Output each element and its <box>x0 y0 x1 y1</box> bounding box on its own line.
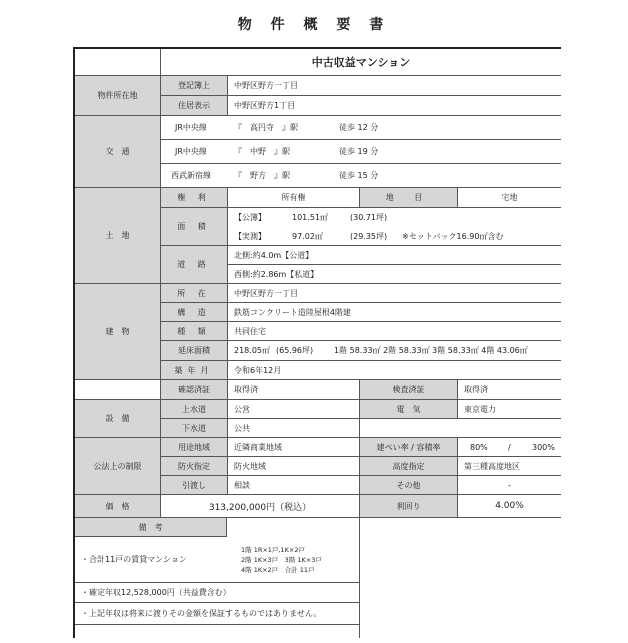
ratio-row <box>458 438 561 457</box>
ratio-label: 建ぺい率 / 容積率 <box>360 438 458 457</box>
land-label: 土 地 <box>75 188 161 284</box>
cert-blank <box>75 380 161 400</box>
fire-value: 防火地域 <box>228 457 360 476</box>
built-value: 令和6年12月 <box>228 361 561 380</box>
type-value: 共同住宅 <box>228 322 561 341</box>
address-value: 中野区野方1丁目 <box>228 96 561 116</box>
transport-walk: 徒歩 15 分 <box>323 164 561 188</box>
floor-area-label: 延床面積 <box>161 341 228 361</box>
survey-tsubo: (29.35坪) <box>350 231 388 241</box>
remarks-right-blank <box>360 518 561 638</box>
power-label: 電 気 <box>360 400 458 419</box>
room-line: 2階 1K×3戸 3階 1K×3戸 <box>241 555 322 564</box>
transport-line: JR中央線 <box>161 116 228 140</box>
transport-walk: 徒歩 12 分 <box>323 116 561 140</box>
room-breakdown <box>241 545 322 575</box>
remarks-income: ・確定年収12,528,000円（共益費含む） <box>75 583 360 603</box>
handover-label: 引渡し <box>161 476 228 495</box>
water-value: 公営 <box>228 400 360 419</box>
property-sheet <box>73 47 561 638</box>
room-line: 4階 1K×2戸 合計 11戸 <box>241 565 315 574</box>
price-label: 価 格 <box>75 495 161 518</box>
room-line: 1階 1R×1戸,1K×2戸 <box>241 545 305 554</box>
floor-tsubo: (65.96坪) <box>276 346 314 355</box>
public-area-row <box>228 208 561 227</box>
sewer-label: 下水道 <box>161 419 228 438</box>
location-label: 物件所在地 <box>75 76 161 116</box>
far-value: 300% <box>532 442 555 452</box>
header-blank <box>75 49 161 76</box>
survey-area: 97.02㎡ <box>292 231 323 241</box>
registry-value: 中野区野方一丁目 <box>228 76 561 96</box>
transport-station: 『 高円寺 』駅 <box>228 116 323 140</box>
power-value: 東京電力 <box>458 400 561 419</box>
transport-label: 交 通 <box>75 116 161 188</box>
floor-breakdown: 1階 58.33㎡ 2階 58.33㎡ 3階 58.33㎡ 4階 43.06㎡ <box>334 346 528 355</box>
property-heading: 中古収益マンション <box>161 49 561 76</box>
bcr-value: 80% <box>470 442 488 452</box>
area-label: 面 積 <box>161 208 228 246</box>
rights-label: 権 利 <box>161 188 228 208</box>
floor-area-row <box>228 341 561 361</box>
inspect-label: 検査済証 <box>360 380 458 400</box>
remarks-rental-row <box>75 537 360 583</box>
structure-label: 構 造 <box>161 303 228 322</box>
page-title: 物 件 概 要 書 <box>237 17 391 33</box>
survey-label: 【実測】 <box>234 231 266 241</box>
transport-station: 『 野方 』駅 <box>228 164 323 188</box>
height-value: 第三種高度地区 <box>458 457 561 476</box>
regulations-label: 公法上の制限 <box>75 438 161 495</box>
structure-value: 鉄筋コンクリート造陸屋根4階建 <box>228 303 561 322</box>
fire-label: 防火指定 <box>161 457 228 476</box>
sewer-value: 公共 <box>228 419 360 438</box>
building-label: 建 物 <box>75 284 161 380</box>
ratio-slash: / <box>508 442 511 452</box>
transport-line: 西武新宿線 <box>161 164 228 188</box>
transport-walk: 徒歩 19 分 <box>323 140 561 164</box>
road-label: 道 路 <box>161 246 228 284</box>
remarks-rental: ・合計11戸の賃貸マンション <box>81 555 187 564</box>
inspect-value: 取得済 <box>458 380 561 400</box>
category-label: 地 目 <box>360 188 458 208</box>
price-value: 313,200,000円（税込） <box>161 495 360 518</box>
yield-label: 利回り <box>360 495 458 518</box>
building-loc-label: 所 在 <box>161 284 228 303</box>
floor-total: 218.05㎡ <box>234 346 270 355</box>
public-tsubo: (30.71坪) <box>350 213 388 222</box>
facilities-label: 設 備 <box>75 400 161 438</box>
public-area: 101.51㎡ <box>292 213 328 222</box>
type-label: 種 類 <box>161 322 228 341</box>
registry-label: 登記簿上 <box>161 76 228 96</box>
facilities-blank <box>360 419 561 438</box>
height-label: 高度指定 <box>360 457 458 476</box>
address-label: 住居表示 <box>161 96 228 116</box>
yield-value: 4.00% <box>458 495 561 518</box>
setback-note: ※セットバック16.90㎡含む <box>402 231 504 241</box>
confirm-value: 取得済 <box>228 380 360 400</box>
road-west: 西側:約2.86m【私道】 <box>228 265 561 284</box>
zone-value: 近隣商業地域 <box>228 438 360 457</box>
remarks-label: 備 考 <box>75 518 227 537</box>
transport-station: 『 中野 』駅 <box>228 140 323 164</box>
category-value: 宅地 <box>458 188 561 208</box>
water-label: 上水道 <box>161 400 228 419</box>
rights-value: 所有権 <box>228 188 360 208</box>
zone-label: 用途地域 <box>161 438 228 457</box>
transport-line: JR中央線 <box>161 140 228 164</box>
remarks-disclaimer: ・上記年収は将来に渡りその金額を保証するものではありません。 <box>75 603 360 625</box>
other-label: その他 <box>360 476 458 495</box>
confirm-label: 確認済証 <box>161 380 228 400</box>
remarks-header-blank <box>227 518 360 537</box>
remarks-blank <box>75 625 360 638</box>
built-label: 築年月 <box>161 361 228 380</box>
building-loc: 中野区野方一丁目 <box>228 284 561 303</box>
other-value: - <box>458 476 561 495</box>
road-north: 北側:約4.0m【公道】 <box>228 246 561 265</box>
public-label: 【公簿】 <box>234 213 266 222</box>
survey-area-row <box>228 227 561 246</box>
handover-value: 相談 <box>228 476 360 495</box>
